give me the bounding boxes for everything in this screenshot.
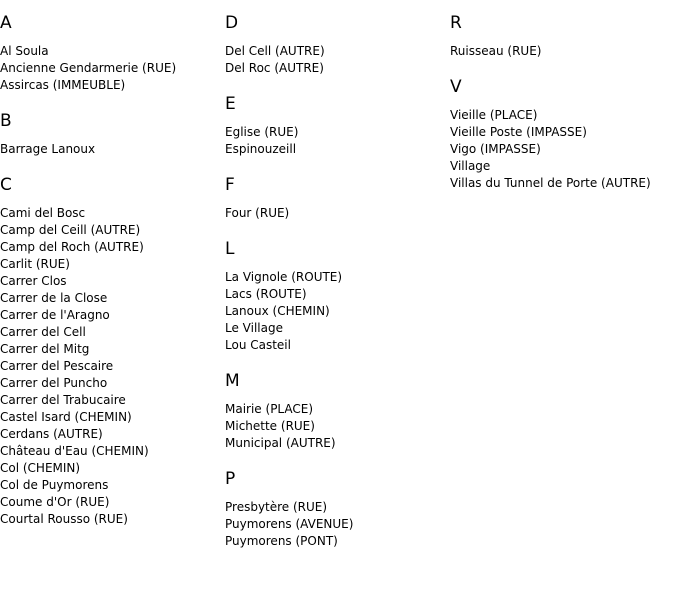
letter-section bbox=[0, 175, 220, 528]
street-name: Lacs (ROUTE) bbox=[225, 287, 307, 301]
street-index-column-1 bbox=[0, 0, 220, 528]
section-letter-heading: A bbox=[0, 13, 12, 33]
street-name: Assircas (IMMEUBLE) bbox=[0, 78, 126, 92]
street-list bbox=[225, 205, 445, 222]
street-name: Carrer del Mitg bbox=[0, 342, 90, 356]
letter-section bbox=[225, 239, 445, 354]
street-name: Château d'Eau (CHEMIN) bbox=[0, 444, 149, 458]
street-name: Courtal Rousso (RUE) bbox=[0, 512, 128, 526]
section-letter-heading: P bbox=[225, 469, 236, 489]
section-letter-heading: E bbox=[225, 94, 236, 114]
street-name: Le Village bbox=[225, 321, 283, 335]
street-name: Four (RUE) bbox=[225, 206, 290, 220]
section-letter-heading: C bbox=[0, 175, 12, 195]
letter-section bbox=[225, 175, 445, 222]
street-name: Eglise (RUE) bbox=[225, 125, 299, 139]
street-name: Cami del Bosc bbox=[0, 206, 86, 220]
street-name: Col (CHEMIN) bbox=[0, 461, 81, 475]
street-name: Carlit (RUE) bbox=[0, 257, 70, 271]
street-name: Municipal (AUTRE) bbox=[225, 436, 336, 450]
street-name: Camp del Ceill (AUTRE) bbox=[0, 223, 141, 237]
street-name: Village bbox=[450, 159, 491, 173]
street-list bbox=[0, 43, 220, 94]
street-name: Carrer del Pescaire bbox=[0, 359, 114, 373]
letter-section bbox=[0, 13, 220, 94]
street-index-column-3 bbox=[450, 0, 675, 192]
street-name: Puymorens (AVENUE) bbox=[225, 517, 354, 531]
letter-section bbox=[0, 111, 220, 158]
street-list bbox=[225, 269, 445, 354]
letter-section bbox=[450, 13, 675, 60]
street-list bbox=[225, 43, 445, 77]
letter-section bbox=[225, 371, 445, 452]
street-name: Espinouzeill bbox=[225, 142, 297, 156]
street-name: Lou Casteil bbox=[225, 338, 291, 352]
street-list bbox=[450, 43, 675, 60]
letter-section bbox=[225, 94, 445, 158]
street-list bbox=[225, 124, 445, 158]
letter-section bbox=[225, 469, 445, 550]
street-list bbox=[225, 401, 445, 452]
street-name: Carrer de l'Aragno bbox=[0, 308, 110, 322]
street-list bbox=[225, 499, 445, 550]
street-name: Del Cell (AUTRE) bbox=[225, 44, 325, 58]
street-name: Barrage Lanoux bbox=[0, 142, 96, 156]
street-name: Vigo (IMPASSE) bbox=[450, 142, 541, 156]
street-name: Coume d'Or (RUE) bbox=[0, 495, 110, 509]
section-letter-heading: V bbox=[450, 77, 462, 97]
street-name: Villas du Tunnel de Porte (AUTRE) bbox=[450, 176, 651, 190]
section-letter-heading: D bbox=[225, 13, 239, 33]
street-name: Carrer del Trabucaire bbox=[0, 393, 126, 407]
street-name: Michette (RUE) bbox=[225, 419, 315, 433]
street-name: Carrer Clos bbox=[0, 274, 67, 288]
street-name: Castel Isard (CHEMIN) bbox=[0, 410, 132, 424]
street-name: Carrer del Cell bbox=[0, 325, 86, 339]
street-list bbox=[0, 141, 220, 158]
street-list bbox=[0, 205, 220, 528]
street-name: Carrer de la Close bbox=[0, 291, 108, 305]
section-letter-heading: L bbox=[225, 239, 235, 259]
street-name: Col de Puymorens bbox=[0, 478, 109, 492]
section-letter-heading: B bbox=[0, 111, 12, 131]
section-letter-heading: F bbox=[225, 175, 235, 195]
street-name: Ruisseau (RUE) bbox=[450, 44, 542, 58]
street-name: Presbytère (RUE) bbox=[225, 500, 328, 514]
street-name: Cerdans (AUTRE) bbox=[0, 427, 103, 441]
street-name: La Vignole (ROUTE) bbox=[225, 270, 343, 284]
street-name: Vieille (PLACE) bbox=[450, 108, 538, 122]
street-name: Carrer del Puncho bbox=[0, 376, 108, 390]
street-list bbox=[450, 107, 675, 192]
street-index-column-2 bbox=[225, 0, 445, 550]
street-name: Puymorens (PONT) bbox=[225, 534, 338, 548]
street-name: Del Roc (AUTRE) bbox=[225, 61, 324, 75]
letter-section bbox=[450, 77, 675, 192]
street-name: Camp del Roch (AUTRE) bbox=[0, 240, 144, 254]
section-letter-heading: R bbox=[450, 13, 462, 33]
letter-section bbox=[225, 13, 445, 77]
street-name: Al Soula bbox=[0, 44, 49, 58]
street-name: Vieille Poste (IMPASSE) bbox=[450, 125, 587, 139]
section-letter-heading: M bbox=[225, 371, 240, 391]
street-name: Lanoux (CHEMIN) bbox=[225, 304, 330, 318]
street-name: Mairie (PLACE) bbox=[225, 402, 314, 416]
street-name: Ancienne Gendarmerie (RUE) bbox=[0, 61, 177, 75]
